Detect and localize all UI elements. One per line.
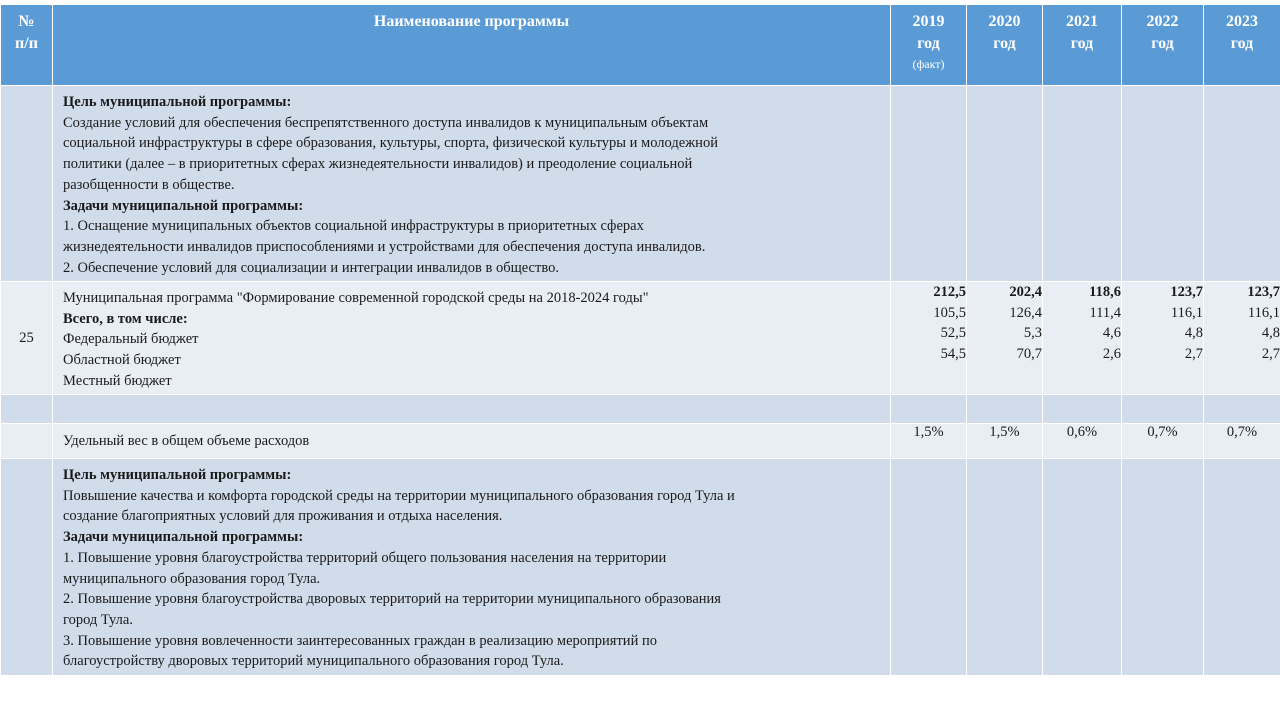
empty-cell: [1122, 395, 1204, 424]
goals-row-1: [1, 86, 1280, 282]
header-number-abbr: п/п: [15, 35, 38, 52]
task-line: город Тула.: [63, 611, 133, 628]
local-value: 2,7: [1184, 346, 1203, 363]
regional-value: 5,3: [1023, 325, 1042, 342]
task-line: жизнедеятельности инвалидов приспособлениями и устройствами для обеспечения доступа инвалидов.: [63, 238, 706, 255]
year-2020-value: 2020: [988, 13, 1021, 30]
header-year-2019: [891, 5, 967, 86]
regional-value: 4,6: [1102, 325, 1121, 342]
year-2021-value: 2021: [1066, 13, 1098, 30]
year-2023-label: год: [1230, 35, 1254, 52]
funding-2021: [1043, 282, 1122, 395]
goal-line: создание благоприятных условий для проживания и отдыха населения.: [63, 508, 503, 525]
federal-budget-label: Федеральный бюджет: [63, 331, 199, 348]
year-2019-value: 2019: [912, 13, 945, 30]
share-2023: 0,7%: [1204, 424, 1280, 459]
empty-cell: [891, 86, 967, 282]
year-2021-label: год: [1070, 35, 1094, 52]
goal-line: Повышение качества и комфорта городской среды на территории муниципального образования город Тула и: [63, 487, 735, 504]
empty-cell: [1122, 459, 1204, 676]
goals-row-2: [1, 459, 1280, 676]
task-line: 1. Повышение уровня благоустройства территорий общего пользования населения на территории: [63, 549, 667, 566]
share-2022: 0,7%: [1122, 424, 1204, 459]
empty-cell: [967, 459, 1043, 676]
local-value: 2,6: [1102, 346, 1121, 363]
total-value: 123,7: [1170, 284, 1203, 300]
task-line: 2. Обеспечение условий для социализации и интеграции инвалидов в общество.: [63, 259, 559, 276]
year-2023-value: 2023: [1226, 13, 1258, 30]
program-title: Муниципальная программа "Формирование современной городской среды на 2018-2024 годы": [63, 290, 649, 306]
header-number: [1, 5, 53, 86]
empty-cell: [1, 424, 53, 459]
empty-cell: [1043, 395, 1122, 424]
regional-value: 4,8: [1261, 325, 1280, 342]
year-2020-label: год: [993, 35, 1016, 52]
header-program-name: [53, 5, 891, 86]
regional-value: 4,8: [1184, 325, 1203, 342]
header-program-name-text: Наименование программы: [373, 13, 570, 30]
empty-cell: [53, 395, 891, 424]
funding-2022: [1122, 282, 1204, 395]
regional-value: 52,5: [940, 325, 966, 342]
task-line: 3. Повышение уровня вовлеченности заинтересованных граждан в реализацию мероприятий по: [63, 632, 657, 649]
total-value: 118,6: [1089, 284, 1121, 300]
goal-line: разобщенности в обществе.: [63, 176, 235, 193]
federal-value: 111,4: [1089, 304, 1121, 321]
share-label: Удельный вес в общем объеме расходов: [63, 433, 310, 449]
goal-title-1: Цель муниципальной программы:: [63, 94, 292, 110]
goal-line: социальной инфраструктуры в сфере образования, культуры, спорта, физической культуры и молодежной: [63, 135, 718, 152]
empty-cell: [1043, 86, 1122, 282]
budget-table: [0, 4, 1280, 676]
empty-cell: [1, 395, 53, 424]
year-2022-value: 2022: [1146, 13, 1179, 30]
task-line: благоустройству дворовых территорий муниципального образования город Тула.: [63, 653, 564, 670]
federal-value: 126,4: [1009, 304, 1042, 321]
empty-cell: [1, 459, 53, 676]
spacer-row: [1, 395, 1280, 424]
regional-budget-label: Областной бюджет: [63, 352, 181, 369]
empty-cell: [967, 395, 1043, 424]
local-value: 2,7: [1261, 346, 1280, 363]
local-budget-label: Местный бюджет: [63, 372, 172, 389]
program-number: 25: [1, 282, 53, 395]
empty-cell: [1204, 395, 1280, 424]
share-label-cell: [53, 424, 891, 459]
funding-2019: [891, 282, 967, 395]
share-2021: 0,6%: [1043, 424, 1122, 459]
header-row: [1, 5, 1280, 86]
funding-2023: [1204, 282, 1280, 395]
empty-cell: [891, 459, 967, 676]
goals-row-1-number: [1, 86, 53, 282]
year-2019-label: год: [917, 35, 940, 52]
year-2019-note: (факт): [912, 57, 945, 71]
share-row: [1, 424, 1280, 459]
local-value: 54,5: [940, 346, 966, 363]
header-number-symbol: №: [18, 13, 35, 30]
federal-value: 116,1: [1170, 304, 1203, 321]
total-label: Всего, в том числе:: [63, 310, 188, 327]
goal-title-2: Цель муниципальной программы:: [63, 467, 292, 483]
empty-cell: [1043, 459, 1122, 676]
goal-line: политики (далее – в приоритетных сферах жизнедеятельности инвалидов) и преодоление социальной: [63, 156, 693, 173]
program-description: [53, 282, 891, 395]
year-2022-label: год: [1151, 35, 1174, 52]
tasks-title-2: Задачи муниципальной программы:: [63, 529, 304, 546]
funding-2020: [967, 282, 1043, 395]
share-2020: 1,5%: [967, 424, 1043, 459]
empty-cell: [1204, 459, 1280, 676]
total-value: 212,5: [933, 284, 966, 300]
header-year-2020: [967, 5, 1043, 86]
share-2019: 1,5%: [891, 424, 967, 459]
goals-row-1-text: [53, 86, 891, 282]
total-value: 202,4: [1009, 284, 1042, 300]
local-value: 70,7: [1016, 346, 1042, 363]
header-year-2021: [1043, 5, 1122, 86]
header-year-2022: [1122, 5, 1204, 86]
task-line: 2. Повышение уровня благоустройства дворовых территорий на территории муниципального образования: [63, 591, 721, 608]
tasks-title-1: Задачи муниципальной программы:: [63, 197, 304, 214]
empty-cell: [967, 86, 1043, 282]
goal-line: Создание условий для обеспечения беспрепятственного доступа инвалидов к муниципальным объектам: [63, 114, 709, 131]
program-row: [1, 282, 1280, 395]
empty-cell: [1204, 86, 1280, 282]
goals-row-2-text: [53, 459, 891, 676]
header-year-2023: [1204, 5, 1280, 86]
empty-cell: [891, 395, 967, 424]
federal-value: 105,5: [933, 304, 966, 321]
task-line: муниципального образования город Тула.: [63, 570, 321, 587]
task-line: 1. Оснащение муниципальных объектов социальной инфраструктуры в приоритетных сферах: [63, 218, 644, 235]
total-value: 123,7: [1247, 284, 1280, 300]
federal-value: 116,1: [1247, 304, 1280, 321]
empty-cell: [1122, 86, 1204, 282]
